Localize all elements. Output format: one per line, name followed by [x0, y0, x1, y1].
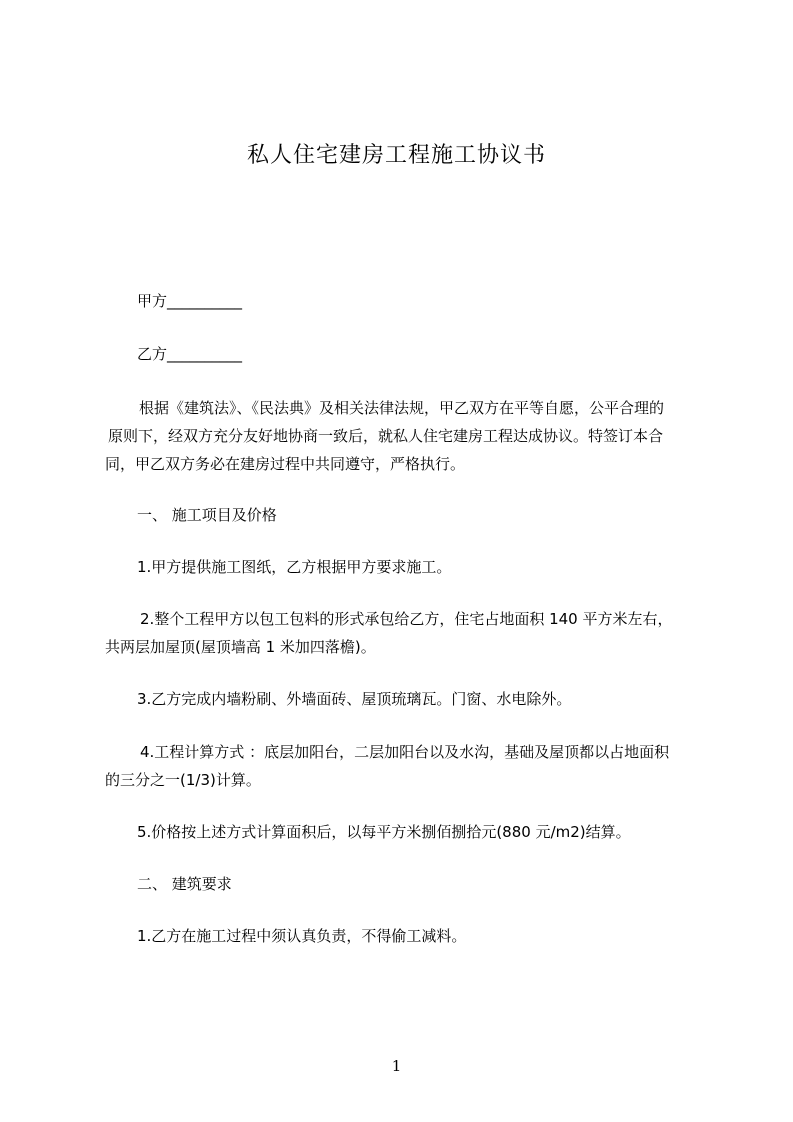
section-1-item-4-line-2: 的三分之一(1/3)计算。 [105, 771, 261, 789]
section-2-heading: 二、 建筑要求 [137, 875, 232, 893]
preamble-line-1: 根据《建筑法》、《民法典》及相关法律法规，甲乙双方在平等自愿，公平合理的 [139, 399, 665, 417]
section-1-item-5: 5.价格按上述方式计算面积后，以每平方米捌佰捌拾元(880 元/m2)结算。 [137, 823, 631, 841]
party-a-line: 甲方__________ [137, 292, 243, 310]
party-b-line: 乙方__________ [137, 345, 243, 363]
section-1-item-4-line-1: 4.工程计算方式 ：底层加阳台，二层加阳台以及水沟，基础及屋顶都以占地面积 [140, 743, 670, 761]
section-1-heading: 一、 施工项目及价格 [137, 506, 277, 524]
section-1-item-1: 1.甲方提供施工图纸，乙方根据甲方要求施工。 [137, 558, 452, 576]
document-title: 私人住宅建房工程施工协议书 [246, 143, 546, 168]
preamble-line-3: 同，甲乙双方务必在建房过程中共同遵守，严格执行。 [105, 455, 466, 473]
page-number: 1 [391, 1057, 402, 1075]
section-2-item-1: 1.乙方在施工过程中须认真负责，不得偷工减料。 [137, 927, 467, 945]
preamble-line-2: 原则下，经双方充分友好地协商一致后，就私人住宅建房工程达成协议。特签订本合 [108, 427, 664, 445]
section-1-item-2-line-2: 共两层加屋顶(屋顶墙高 1 米加四落檐)。 [105, 638, 376, 656]
section-1-item-2-line-1: 2.整个工程甲方以包工包料的形式承包给乙方，住宅占地面积 140 平方米左右， [140, 610, 673, 628]
section-1-item-3: 3.乙方完成内墙粉刷、外墙面砖、屋顶琉璃瓦。门窗、水电除外。 [137, 690, 572, 708]
